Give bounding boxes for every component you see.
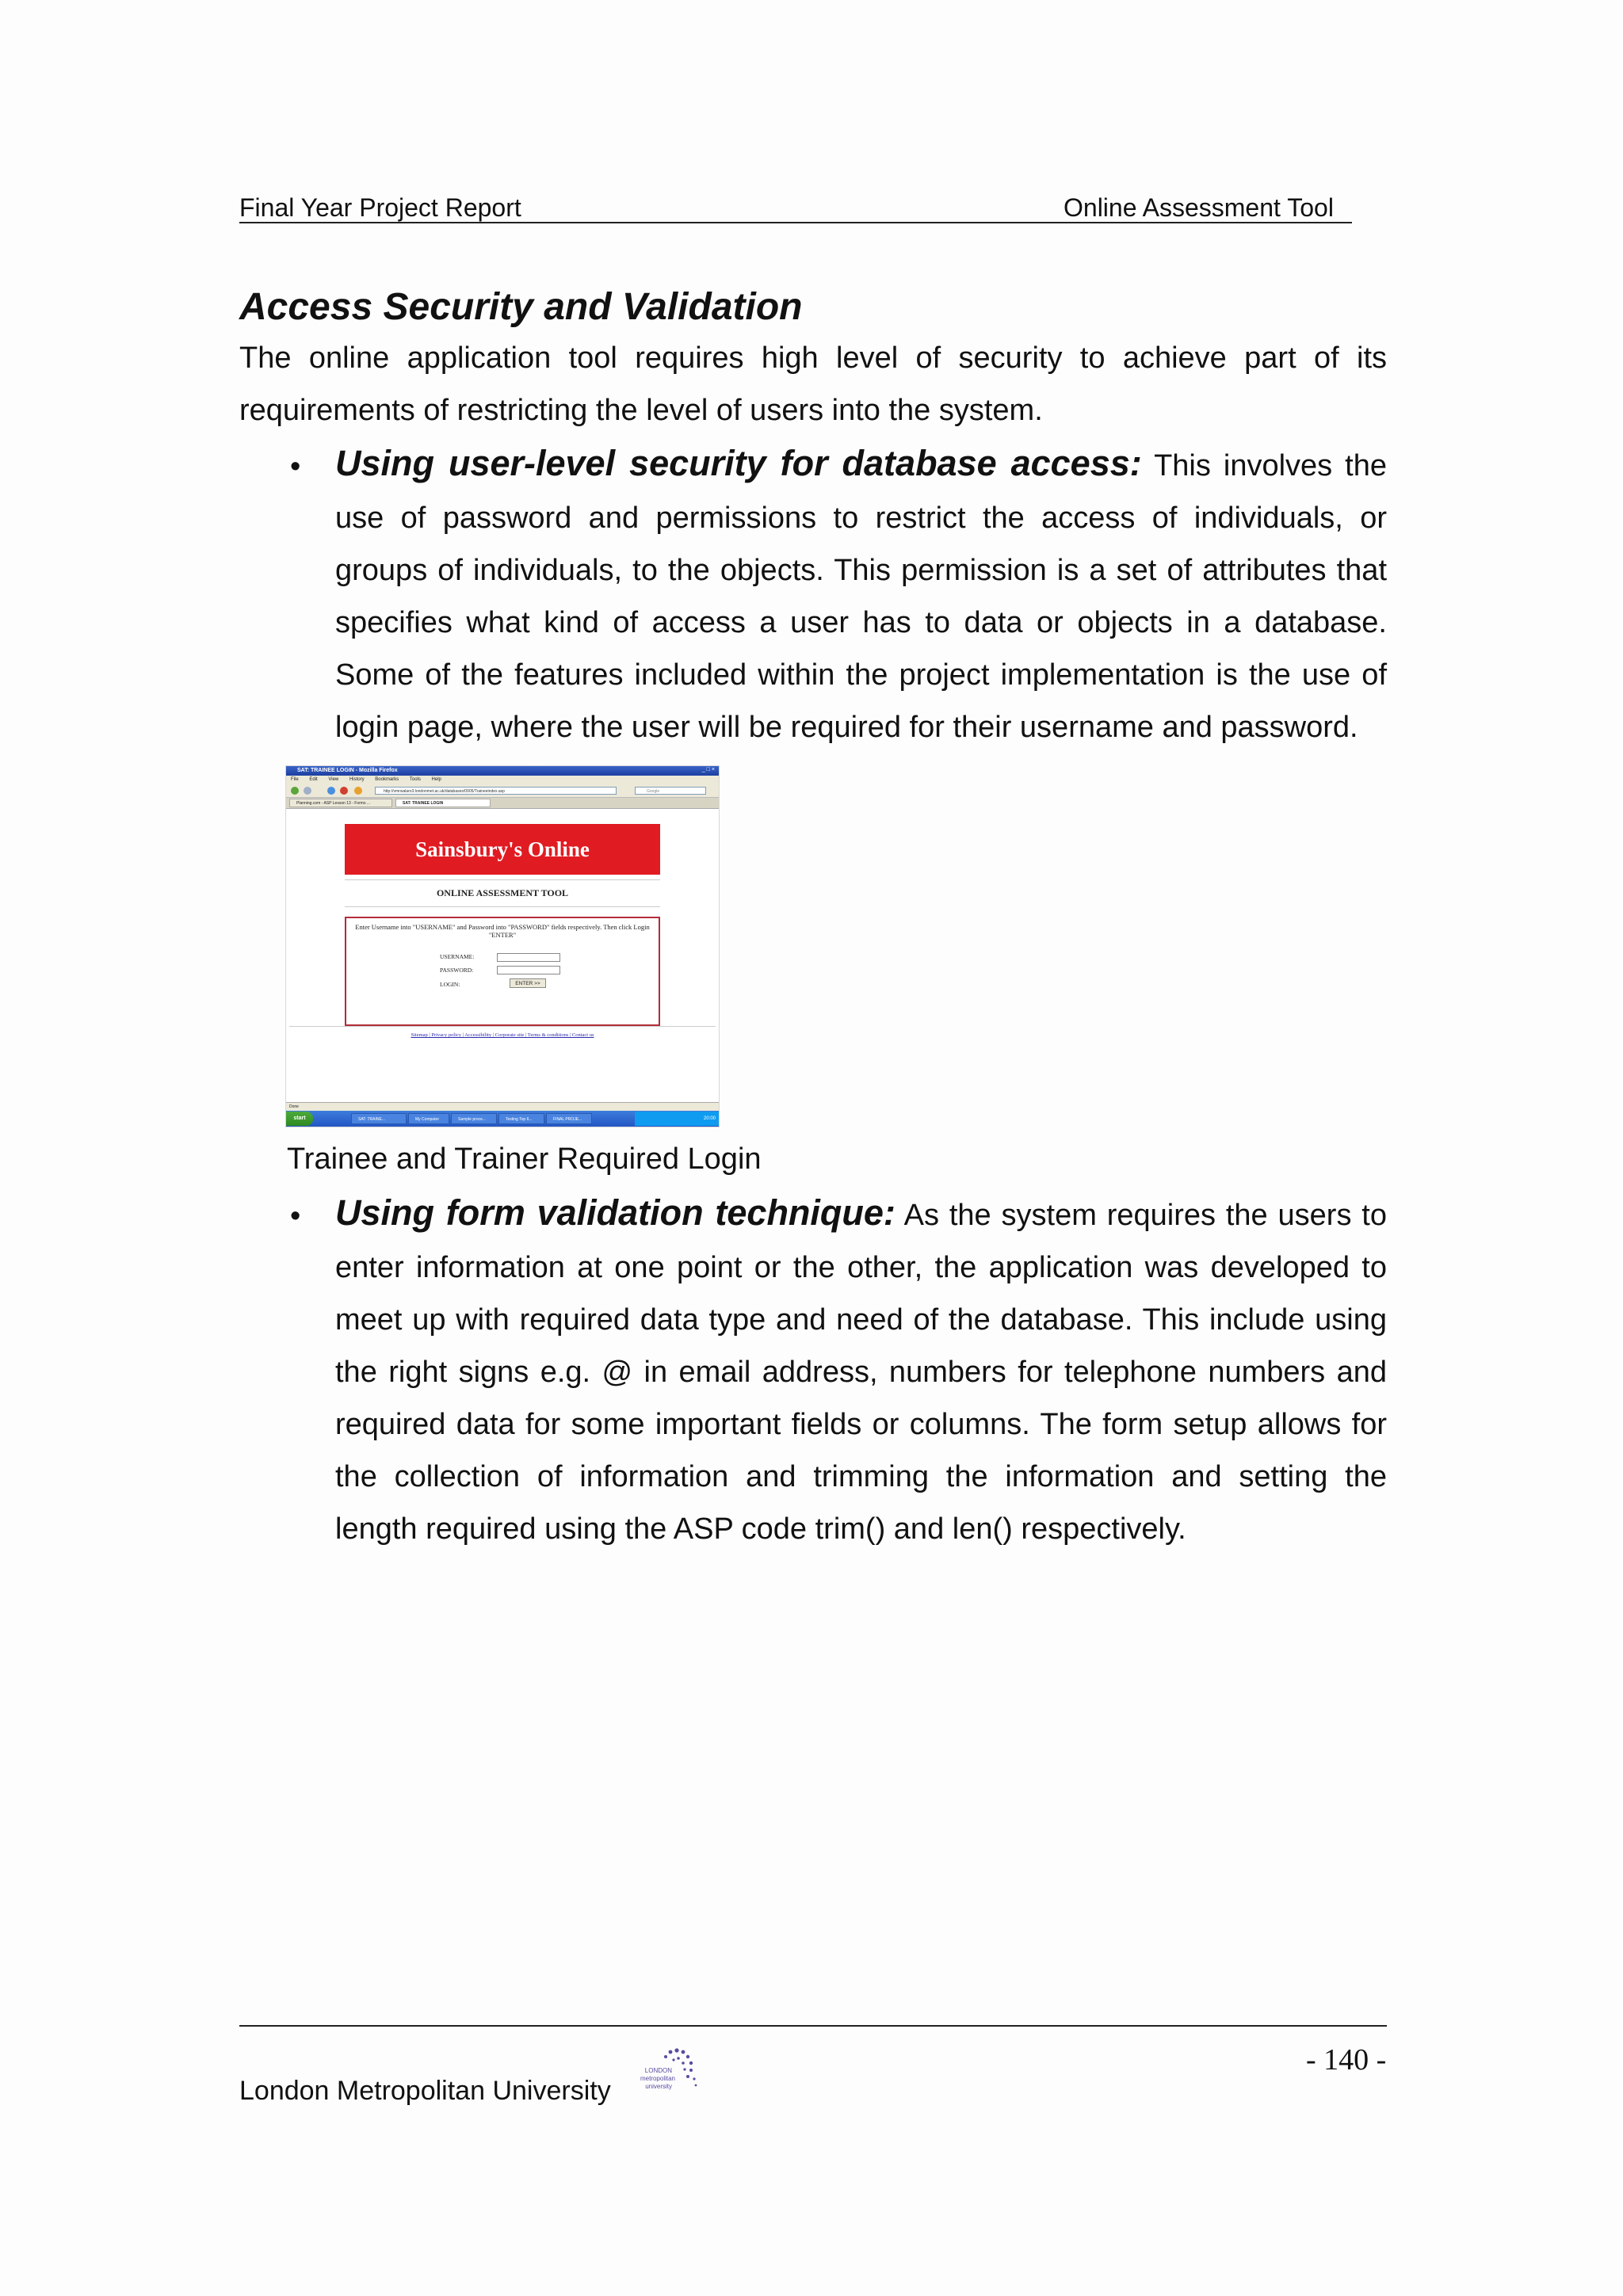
bullet-lead: Using user-level security for database access:: [335, 443, 1142, 483]
home-icon: [354, 787, 362, 795]
intro-paragraph: The online application tool requires high level of security to achieve part of its requirements of restricting the level of users into the system.: [239, 341, 1387, 427]
reload-icon: [327, 787, 335, 795]
forward-icon: [304, 787, 311, 795]
browser-menu-bar: [286, 776, 719, 784]
system-tray-clock: 20:00: [635, 1112, 719, 1126]
menu-bookmarks: Bookmarks: [375, 777, 399, 782]
university-logo-icon: [626, 2044, 702, 2096]
header-rule: [239, 222, 1352, 223]
taskbar-item: FINAL PROJE...: [546, 1113, 592, 1124]
enter-button: ENTER >>: [510, 978, 546, 988]
bullet-body: This involves the use of password and permissions to restrict the access of individuals, or groups of individuals, to the objects. This permission is a set of attributes that specifies what kind of access a user has to data or objects in a database. Some of the features included within the project implementation is the use of login page, where the user will be required for their username and password.: [335, 449, 1388, 744]
stop-icon: [340, 787, 348, 795]
header-report-title: Final Year Project Report: [239, 193, 521, 222]
footer-university-name: London Metropolitan University: [239, 2076, 611, 2106]
page-number: - 140 -: [1306, 2043, 1387, 2077]
start-button: start: [286, 1112, 313, 1126]
site-banner: Sainsbury's Online: [345, 824, 660, 875]
login-label: LOGIN:: [440, 981, 460, 988]
bullet-item-form-validation: [335, 1187, 1387, 1555]
logo-text-university: university: [645, 2083, 672, 2090]
menu-history: History: [349, 777, 365, 782]
login-screenshot: [285, 765, 720, 1127]
username-field: [497, 953, 560, 962]
browser-tab-lesson: Planning.com - ASP Lesson 13 - Forms ...: [289, 799, 392, 807]
taskbar-item: Testing Top 6...: [498, 1113, 544, 1124]
footer-rule: [239, 2025, 1387, 2027]
menu-edit: Edit: [309, 777, 318, 782]
taskbar-item: Sample proce...: [451, 1113, 497, 1124]
login-instructions: Enter Username into "USERNAME" and Password into "PASSWORD" fields respectively. Then click Login "ENTER": [355, 923, 650, 939]
bullet-body: As the system requires the users to enter information at one point or the other, the application was developed to meet up with required data type and need of the database. This include using the right signs e.g. @ in email address, numbers for telephone numbers and required data for some important fields or columns. The form setup allows for the collection of information and trimming the information and setting the length required using the ASP code trim() and len() respectively.: [335, 1199, 1387, 1546]
browser-tab-login: SAT: TRAINEE LOGIN: [395, 799, 491, 807]
search-box: Google: [635, 787, 706, 795]
bullet-item-user-security: [335, 437, 1387, 753]
divider: [345, 906, 660, 907]
bullet-lead: Using form validation technique:: [335, 1192, 896, 1233]
username-label: USERNAME:: [440, 953, 475, 960]
section-heading: Access Security and Validation: [239, 286, 803, 328]
logo-text-london: LONDON: [644, 2067, 672, 2074]
browser-title-bar: SAT: TRAINEE LOGIN - Mozilla Firefox: [286, 766, 719, 776]
back-icon: [291, 787, 299, 795]
window-controls-icon: _□×: [701, 767, 716, 772]
bullet-marker: •: [290, 450, 301, 483]
menu-file: File: [291, 777, 299, 782]
taskbar-item: SAT: TRAINE...: [351, 1113, 407, 1124]
password-label: PASSWORD:: [440, 967, 474, 974]
site-footer-links: Sitemap | Privacy policy | Accessibility | Corporate site | Terms & conditions | Contact us: [411, 1032, 594, 1038]
header-project-title: Online Assessment Tool: [1064, 193, 1334, 222]
divider: [289, 1026, 716, 1027]
logo-text-metropolitan: metropolitan: [640, 2075, 675, 2082]
bullet-marker: •: [290, 1199, 301, 1233]
taskbar-item: My Computer: [408, 1113, 449, 1124]
divider: [345, 879, 660, 880]
figure-caption: Trainee and Trainer Required Login: [287, 1142, 762, 1176]
site-subtitle: ONLINE ASSESSMENT TOOL: [436, 887, 569, 898]
browser-status-bar: Done: [286, 1102, 719, 1111]
menu-view: View: [328, 777, 339, 782]
address-bar: http://vmrwalaro3.londonmet.ac.uk/databases/0905/Traineeindex.asp: [375, 787, 617, 795]
menu-tools: Tools: [409, 777, 421, 782]
menu-help: Help: [431, 777, 441, 782]
password-field: [497, 966, 560, 974]
